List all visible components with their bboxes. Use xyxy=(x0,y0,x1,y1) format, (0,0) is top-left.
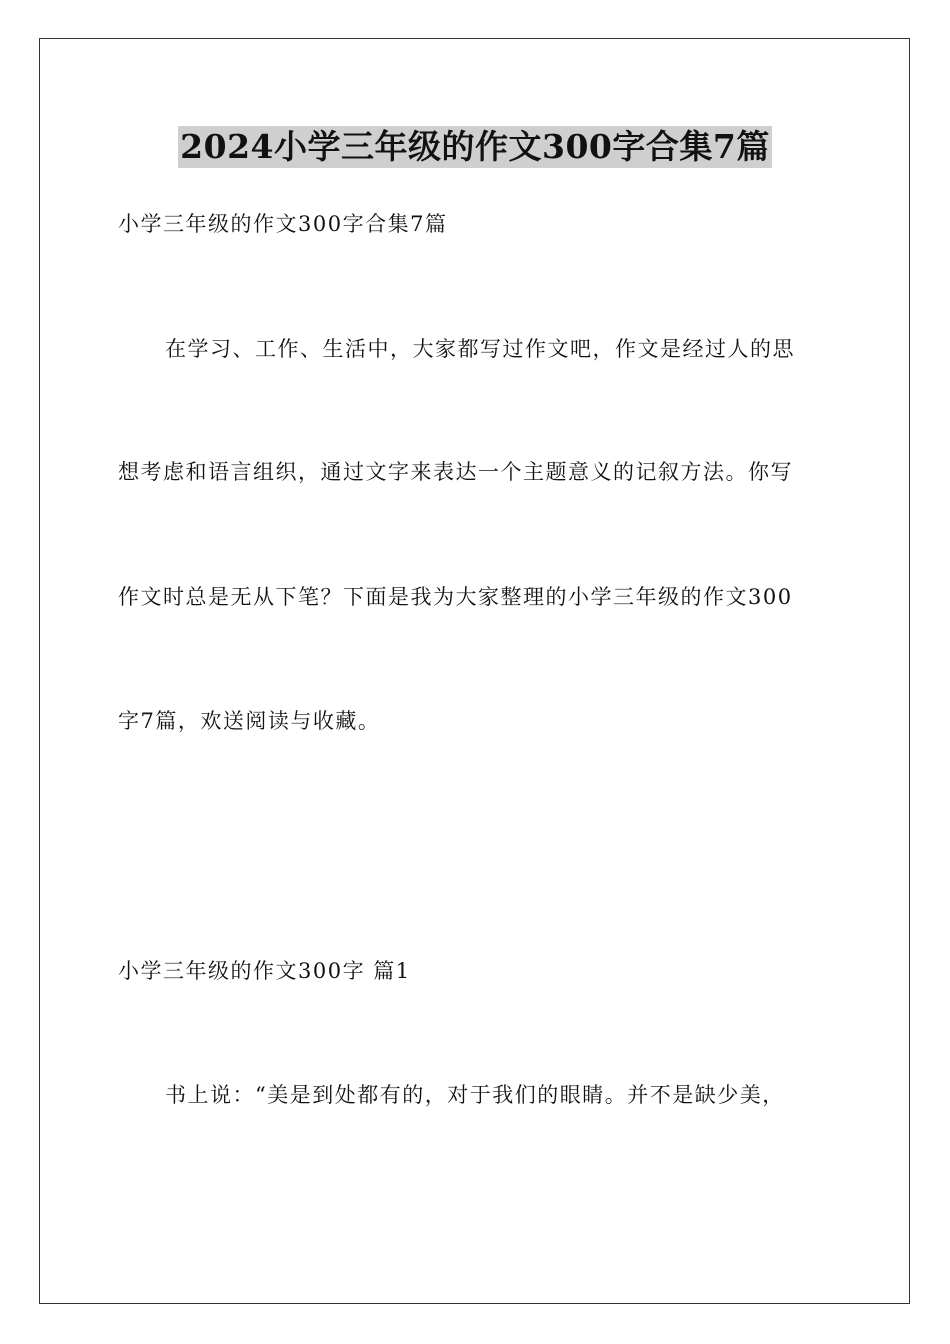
document-subtitle: 小学三年级的作文300字合集7篇 xyxy=(118,212,448,236)
section-line-1: 书上说：“美是到处都有的，对于我们的眼睛。并不是缺少美， xyxy=(165,1083,785,1107)
section-heading: 小学三年级的作文300字 篇1 xyxy=(118,959,411,983)
document-title: 2024小学三年级的作文300字合集7篇 xyxy=(180,127,770,166)
intro-line-1: 在学习、工作、生活中，大家都写过作文吧，作文是经过人的思 xyxy=(165,337,795,361)
intro-line-4: 字7篇，欢送阅读与收藏。 xyxy=(118,709,381,733)
title-container xyxy=(0,126,950,168)
intro-line-3: 作文时总是无从下笔？下面是我为大家整理的小学三年级的作文300 xyxy=(118,585,793,609)
intro-line-2: 想考虑和语言组织，通过文字来表达一个主题意义的记叙方法。你写 xyxy=(118,460,793,484)
